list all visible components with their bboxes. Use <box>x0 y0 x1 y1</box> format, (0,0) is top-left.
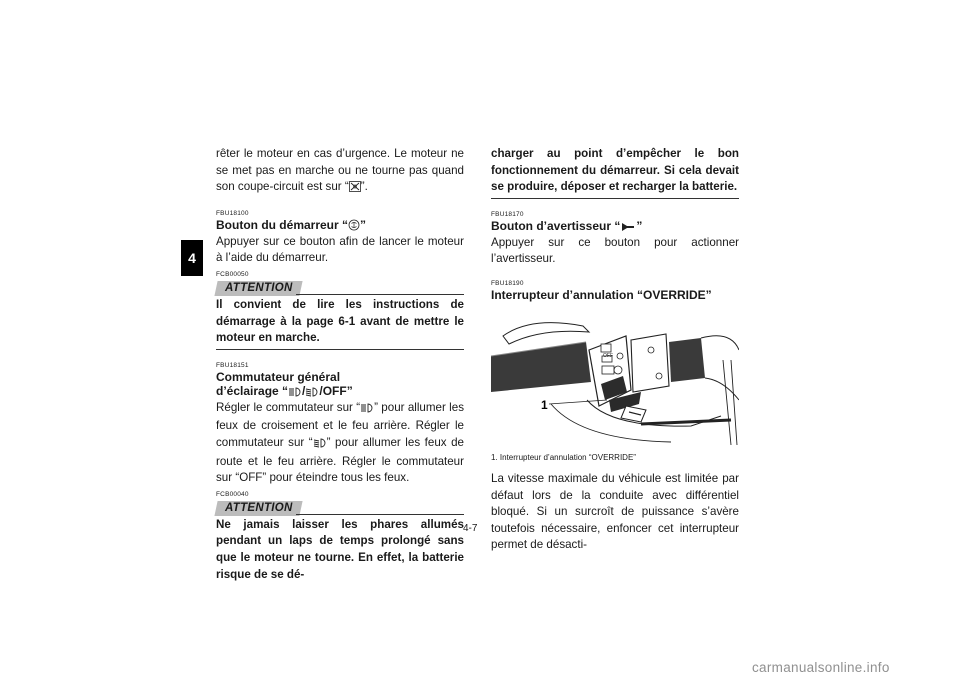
right-column <box>491 146 739 554</box>
heading-starter-end: ” <box>360 217 367 232</box>
section-code-attention-2: FCB00040 <box>216 490 249 498</box>
light-text-b: ” pour allumer les feux de croisement et le feu arrière. Régler le commutateur sur “ <box>216 400 464 449</box>
attention-rule-2 <box>296 514 464 515</box>
horn-paragraph: Appuyer sur ce bouton pour actionner l’avertisseur. <box>491 235 739 266</box>
page-number: 4-7 <box>463 523 478 534</box>
chapter-tab <box>181 240 203 276</box>
intro-text: rêter le moteur en cas d’urgence. Le moteur ne se met pas en marche ou ne tourne pas quand son coupe-circuit est sur “ <box>216 147 464 194</box>
warning-lights-battery: Ne jamais laisser les phares allumés pendant un laps de temps prolongé sans que le moteur ne tourne. En effet, la batterie risque de se dé- <box>216 517 464 581</box>
starter-paragraph: Appuyer sur ce bouton afin de lancer le moteur à l’aide du démarreur. <box>216 234 464 265</box>
section-code-horn: FBU18170 <box>491 210 524 218</box>
intro-text-end: ”. <box>360 180 368 194</box>
attention-label-1 <box>214 281 302 296</box>
attention-end-rule-2 <box>491 198 739 199</box>
figure-callout-number: 1 <box>541 397 548 412</box>
section-code-lights: FBU18151 <box>216 361 249 369</box>
intro-paragraph <box>216 146 464 198</box>
attention-header-1 <box>216 280 464 297</box>
starter-icon <box>348 219 360 234</box>
heading-light-text: d’éclairage “ <box>216 383 289 398</box>
chapter-number: 4 <box>188 250 196 266</box>
heading-light-end: /OFF” <box>319 383 353 398</box>
section-code-attention-1: FCB00050 <box>216 270 249 278</box>
heading-starter-text: Bouton du démarreur “ <box>216 217 349 232</box>
heading-light-switch-line2 <box>216 384 464 400</box>
heading-horn-text: Bouton d’avertisseur “ <box>491 218 621 233</box>
low-beam-icon <box>360 402 374 419</box>
attention-end-rule-1 <box>216 349 464 350</box>
attention-text-2: ATTENTION <box>225 501 293 514</box>
attention-header-2 <box>216 500 464 517</box>
heading-horn-button <box>491 219 739 235</box>
attention-text-1: ATTENTION <box>225 281 293 294</box>
heading-horn-end: ” <box>636 218 643 233</box>
section-code-override: FBU18190 <box>491 279 524 287</box>
handlebar-switch-illustration <box>491 320 739 445</box>
heading-light-separator: / <box>302 383 306 398</box>
left-column <box>216 146 464 583</box>
override-paragraph: La vitesse maximale du véhicule est limitée par défaut lors de la conduite avec différentiel bloqué. Si un surcroît de puissance s’avère toutefois nécessaire, enfoncer cet interrupteur permet de désacti- <box>491 471 739 552</box>
section-code-starter: FBU18100 <box>216 209 249 217</box>
attention-rule-1 <box>296 294 464 295</box>
warning-lights-battery-continued: charger au point d’empêcher le bon fonctionnement du démarreur. Si cela devait se produire, déposer et recharger la batterie. <box>491 147 739 194</box>
high-beam-icon <box>313 437 327 454</box>
attention-label-2 <box>214 501 302 516</box>
figure-off-label: OFF <box>603 352 613 359</box>
light-text-c: ” pour allumer les feux de route et le feu arrière. Régler le commutateur sur “OFF” pour éteindre tous les feux. <box>216 435 464 485</box>
engine-stop-icon <box>349 181 361 198</box>
light-text-a: Régler le commutateur sur “ <box>216 400 361 414</box>
handlebar-drawing <box>491 320 739 445</box>
heading-starter-button <box>216 218 464 234</box>
figure-caption: 1. Interrupteur d’annulation “OVERRIDE” <box>491 452 636 462</box>
low-beam-icon <box>288 386 302 400</box>
horn-icon <box>620 221 636 235</box>
watermark: carmanualsonline.info <box>752 660 890 675</box>
high-beam-icon <box>305 386 319 400</box>
warning-start-instructions: Il convient de lire les instructions de démarrage à la page 6-1 avant de mettre le moteur en marche. <box>216 297 464 345</box>
heading-light-switch-line1: Commutateur général <box>216 369 341 384</box>
heading-override-switch: Interrupteur d’annulation “OVERRIDE” <box>491 287 712 302</box>
light-switch-paragraph <box>216 400 464 487</box>
